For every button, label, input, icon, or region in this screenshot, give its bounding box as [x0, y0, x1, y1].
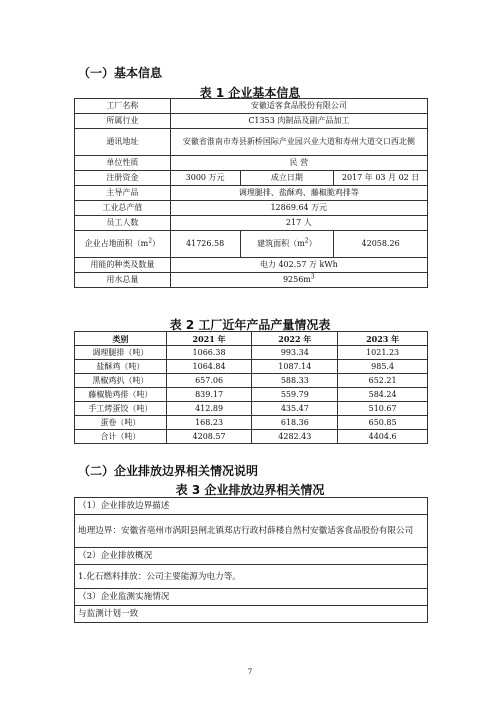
table-row	[75, 430, 428, 444]
row-label: 藤椒脆鸡排（吨）	[75, 388, 167, 402]
header-2021: 2021 年	[166, 332, 252, 346]
row-label: 调理腿排（吨）	[75, 346, 167, 360]
monitoring-heading: （3）企业监测实施情况	[75, 589, 428, 606]
output-label: 工业总产值	[75, 201, 171, 216]
land-area-value: 41726.58	[170, 231, 240, 258]
geographic-boundary: 地理边界：安徽省亳州市涡阳县闸北镇郑店行政村薛楼自然村安徽适客食品股份有限公司	[75, 515, 428, 548]
row-label: 黑椒鸡扒（吨）	[75, 374, 167, 388]
building-area-value: 42058.26	[334, 231, 428, 258]
row-label: 合计（吨）	[75, 430, 167, 444]
cell: 584.24	[338, 388, 428, 402]
energy-label: 用能的种类及数量	[75, 258, 171, 273]
cell: 4208.57	[166, 430, 252, 444]
row-label: 蛋卷（吨）	[75, 416, 167, 430]
emission-boundary-table	[74, 497, 428, 623]
cell: 4282.43	[252, 430, 338, 444]
products-label: 主导产品	[75, 186, 171, 201]
basic-info-table	[74, 98, 428, 288]
water-value: $9256m^3$	[170, 273, 427, 288]
address-value: 安徽省淮南市寿县新桥国际产业园兴业大道和寿州大道交口西北侧	[170, 129, 427, 156]
products-value: 调理腿排、盐酥鸡、藤椒脆鸡排等	[170, 186, 427, 201]
date-value: 2017 年 03 月 02 日	[334, 171, 428, 186]
cell: 168.23	[166, 416, 252, 430]
staff-value: 217 人	[170, 216, 427, 231]
cell: 839.17	[166, 388, 252, 402]
capital-value: 3000 万元	[170, 171, 240, 186]
date-label: 成立日期	[240, 171, 334, 186]
table-row	[75, 402, 428, 416]
cell: 618.36	[252, 416, 338, 430]
nature-value: 民 营	[170, 156, 427, 171]
production-table	[74, 331, 428, 444]
table-3-caption: 表 3 企业排放边界相关情况	[175, 483, 325, 497]
factory-name-value: 安徽适客食品股份有限公司	[170, 99, 427, 114]
cell: 993.34	[252, 346, 338, 360]
cell: 657.06	[166, 374, 252, 388]
cell: 412.89	[166, 402, 252, 416]
cell: 985.4	[338, 360, 428, 374]
table-row	[75, 346, 428, 360]
land-area-label: 企业占地面积$(m^2)$	[75, 231, 171, 258]
cell: 1066.38	[166, 346, 252, 360]
capital-label: 注册资金	[75, 171, 171, 186]
cell: 1021.23	[338, 346, 428, 360]
section-2-title: （二）企业排放边界相关情况说明	[78, 464, 259, 478]
factory-name-label: 工厂名称	[75, 99, 171, 114]
cell: 4404.6	[338, 430, 428, 444]
table-1-caption: 表 1 企业基本信息	[199, 86, 301, 100]
fossil-fuel-emission: 1.化石燃料排放：公司主要能源为电力等。	[75, 565, 428, 589]
industry-value: C1353 肉制品及副产品加工	[170, 114, 427, 129]
cell: 435.47	[252, 402, 338, 416]
building-area-label: 建筑面积$(m^2)$	[240, 231, 334, 258]
table-header-row	[75, 332, 428, 346]
cell: 588.33	[252, 374, 338, 388]
monitoring-status: 与监测计划一致	[75, 606, 428, 623]
cell: 1064.84	[166, 360, 252, 374]
cell: 510.67	[338, 402, 428, 416]
nature-label: 单位性质	[75, 156, 171, 171]
address-label: 通讯地址	[75, 129, 171, 156]
energy-value: 电力 402.57 万 kWh	[170, 258, 427, 273]
cell: 1087.14	[252, 360, 338, 374]
emission-overview-heading: （2）企业排放概况	[75, 548, 428, 565]
table-row	[75, 388, 428, 402]
page-number: 7	[247, 668, 253, 676]
header-2022: 2022 年	[252, 332, 338, 346]
boundary-heading: （1）企业排放边界描述	[75, 498, 428, 515]
table-row	[75, 416, 428, 430]
industry-label: 所属行业	[75, 114, 171, 129]
cell: 559.79	[252, 388, 338, 402]
table-row	[75, 360, 428, 374]
section-1-title: （一）基本信息	[78, 66, 163, 80]
row-label: 盐酥鸡（吨）	[75, 360, 167, 374]
table-row	[75, 374, 428, 388]
table-2-caption: 表 2 工厂近年产品产量情况表	[169, 318, 331, 332]
row-label: 手工烤蛋饺（吨）	[75, 402, 167, 416]
cell: 652.21	[338, 374, 428, 388]
header-2023: 2023 年	[338, 332, 428, 346]
cell: 650.85	[338, 416, 428, 430]
header-category: 类别	[75, 332, 167, 346]
water-label: 用水总量	[75, 273, 171, 288]
staff-label: 员工人数	[75, 216, 171, 231]
output-value: 12869.64 万元	[170, 201, 427, 216]
